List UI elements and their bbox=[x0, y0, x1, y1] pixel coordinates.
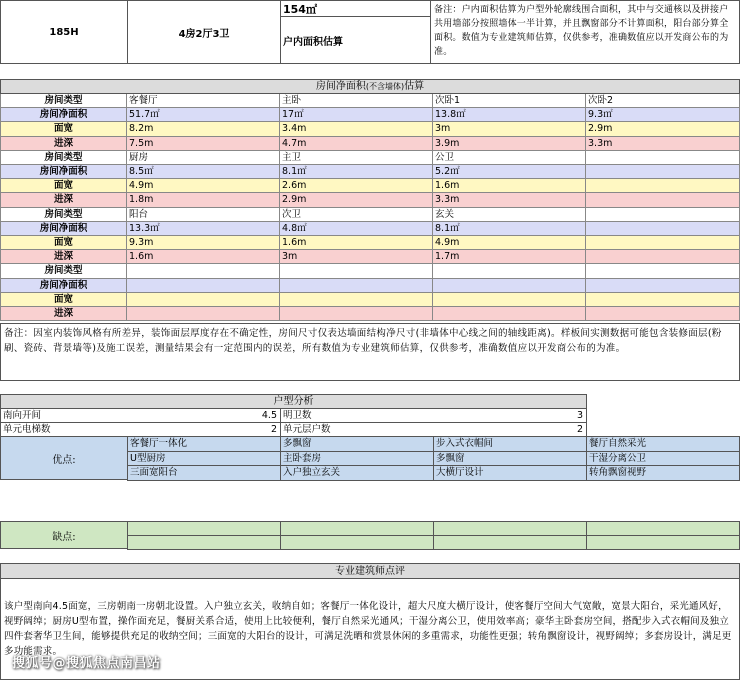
cons-item bbox=[280, 521, 434, 536]
room-table-row bbox=[0, 264, 740, 278]
cons-item bbox=[433, 535, 587, 550]
room-cell bbox=[127, 264, 280, 278]
analysis-cell bbox=[0, 408, 281, 423]
room-table-row bbox=[0, 208, 740, 222]
room-table-row bbox=[0, 279, 740, 293]
room-cell bbox=[280, 293, 433, 307]
room-cell: 客餐厅 bbox=[127, 94, 280, 108]
room-cell bbox=[280, 279, 433, 293]
room-cell bbox=[280, 307, 433, 321]
room-row-label: 房间类型 bbox=[0, 151, 127, 165]
room-cell bbox=[586, 250, 740, 264]
pros-item: 步入式衣帽间 bbox=[433, 436, 587, 452]
room-row-label: 房间净面积 bbox=[0, 108, 127, 122]
room-table-row bbox=[0, 165, 740, 179]
cons-item bbox=[127, 535, 281, 550]
room-row-label: 房间净面积 bbox=[0, 165, 127, 179]
pros-item: 入户独立玄关 bbox=[280, 465, 434, 481]
room-cell: 8.1㎡ bbox=[280, 165, 433, 179]
room-cell: 次卧1 bbox=[433, 94, 586, 108]
room-cell: 1.6m bbox=[127, 250, 280, 264]
analysis-label: 单元电梯数 bbox=[3, 424, 51, 435]
analysis-value: 4.5 bbox=[261, 410, 277, 421]
room-cell bbox=[433, 307, 586, 321]
room-cell: 7.5m bbox=[127, 137, 280, 151]
room-cell: 8.1㎡ bbox=[433, 222, 586, 236]
room-row-label: 房间类型 bbox=[0, 264, 127, 278]
room-cell bbox=[433, 279, 586, 293]
analysis-label: 明卫数 bbox=[283, 410, 312, 421]
room-table-row bbox=[0, 179, 740, 193]
room-cell: 2.6m bbox=[280, 179, 433, 193]
room-row-label: 房间类型 bbox=[0, 94, 127, 108]
cons-item bbox=[586, 535, 740, 550]
analysis-cell bbox=[0, 422, 281, 437]
room-row-label: 房间净面积 bbox=[0, 222, 127, 236]
room-table-row bbox=[0, 236, 740, 250]
pros-item: 三面宽阳台 bbox=[127, 465, 281, 481]
room-table-title bbox=[0, 79, 740, 94]
room-cell: 4.9m bbox=[433, 236, 586, 250]
room-cell: 公卫 bbox=[433, 151, 586, 165]
analysis-title: 户型分析 bbox=[0, 394, 587, 409]
room-cell: 3m bbox=[280, 250, 433, 264]
evaluation-title: 专业建筑师点评 bbox=[0, 563, 740, 579]
room-cell: 1.6m bbox=[433, 179, 586, 193]
room-cell: 1.7m bbox=[433, 250, 586, 264]
pros-item: 大横厅设计 bbox=[433, 465, 587, 481]
room-cell bbox=[586, 165, 740, 179]
room-cell: 1.8m bbox=[127, 193, 280, 207]
room-cell bbox=[586, 208, 740, 222]
room-cell: 阳台 bbox=[127, 208, 280, 222]
pros-label: 优点: bbox=[0, 436, 128, 480]
room-cell: 4.7m bbox=[280, 137, 433, 151]
room-table-title-small: (不含墙体) bbox=[365, 82, 405, 91]
room-cell: 4.9m bbox=[127, 179, 280, 193]
watermark: 搜狐号@搜狐焦点南昌站 bbox=[12, 656, 161, 671]
room-cell: 3m bbox=[433, 122, 586, 136]
area-note: 备注：户内面积估算为户型外轮廓线围合面积，其中与交通核以及拼接户共用墙部分按照墙体一半计算，并且飘窗部分不计算面积，阳台部分算全面积。数值为专业建筑师估算，仅供参考，准确数值应以开发商公布的为准。 bbox=[430, 0, 740, 64]
room-cell bbox=[127, 307, 280, 321]
room-cell: 17㎡ bbox=[280, 108, 433, 122]
room-table-row bbox=[0, 137, 740, 151]
analysis-cell bbox=[280, 422, 587, 437]
cons-item bbox=[127, 521, 281, 536]
room-cell: 3.4m bbox=[280, 122, 433, 136]
room-cell bbox=[433, 264, 586, 278]
room-table-title-main: 房间净面积 bbox=[315, 81, 366, 92]
room-cell bbox=[586, 307, 740, 321]
room-row-label: 面宽 bbox=[0, 179, 127, 193]
pros-item: 多飘窗 bbox=[280, 436, 434, 452]
room-row-label: 进深 bbox=[0, 137, 127, 151]
room-remark: 备注：因室内装饰风格有所差异，装饰面层厚度存在不确定性，房间尺寸仅表达墙面结构净尺寸(非墙体中心线之间的轴线距离)。样板间实测数据可能包含装修面层(粉刷、瓷砖、背景墙等)及施工误差，测量结果会有一定范围内的误差，所有数值为专业建筑师估算，仅供参考，准确数值应以开发商公布的为准。 bbox=[0, 323, 740, 381]
room-cell bbox=[586, 222, 740, 236]
room-row-label: 面宽 bbox=[0, 122, 127, 136]
room-cell: 次卧2 bbox=[586, 94, 740, 108]
room-row-label: 房间类型 bbox=[0, 208, 127, 222]
room-table-row bbox=[0, 222, 740, 236]
room-row-label: 进深 bbox=[0, 307, 127, 321]
pros-item: 客餐厅一体化 bbox=[127, 436, 281, 452]
room-cell: 51.7㎡ bbox=[127, 108, 280, 122]
unit-layout: 4房2厅3卫 bbox=[127, 0, 281, 64]
cons-item bbox=[586, 521, 740, 536]
cons-label: 缺点: bbox=[0, 521, 128, 549]
room-cell: 5.2㎡ bbox=[433, 165, 586, 179]
pros-item: 餐厅自然采光 bbox=[586, 436, 740, 452]
room-cell: 3.3m bbox=[586, 137, 740, 151]
room-cell: 厨房 bbox=[127, 151, 280, 165]
pros-item: 主卧套房 bbox=[280, 451, 434, 467]
room-row-label: 进深 bbox=[0, 250, 127, 264]
room-cell bbox=[586, 193, 740, 207]
room-cell: 9.3㎡ bbox=[586, 108, 740, 122]
unit-code: 185H bbox=[0, 0, 128, 64]
room-cell: 3.9m bbox=[433, 137, 586, 151]
room-cell bbox=[586, 293, 740, 307]
room-cell: 8.2m bbox=[127, 122, 280, 136]
room-cell bbox=[127, 279, 280, 293]
pros-item: 多飘窗 bbox=[433, 451, 587, 467]
room-table-row bbox=[0, 122, 740, 136]
analysis-label: 单元层户数 bbox=[283, 424, 331, 435]
analysis-value: 2 bbox=[576, 424, 583, 435]
room-cell bbox=[586, 151, 740, 165]
room-cell: 玄关 bbox=[433, 208, 586, 222]
room-table-row bbox=[0, 307, 740, 321]
room-cell bbox=[586, 179, 740, 193]
room-table-row bbox=[0, 293, 740, 307]
room-row-label: 房间净面积 bbox=[0, 279, 127, 293]
cons-item bbox=[433, 521, 587, 536]
room-row-label: 面宽 bbox=[0, 236, 127, 250]
unit-area-label: 户内面积估算 bbox=[280, 16, 431, 64]
analysis-label: 南向开间 bbox=[3, 410, 42, 421]
analysis-cell bbox=[280, 408, 587, 423]
room-cell: 9.3m bbox=[127, 236, 280, 250]
room-cell: 13.8㎡ bbox=[433, 108, 586, 122]
room-row-label: 进深 bbox=[0, 193, 127, 207]
room-cell bbox=[280, 264, 433, 278]
room-cell: 3.3m bbox=[433, 193, 586, 207]
room-table-row bbox=[0, 94, 740, 108]
room-table-title-suffix: 估算 bbox=[404, 81, 425, 92]
analysis-value: 3 bbox=[576, 410, 583, 421]
room-cell: 1.6m bbox=[280, 236, 433, 250]
room-table-row bbox=[0, 193, 740, 207]
room-cell bbox=[586, 279, 740, 293]
pros-item: 干湿分离公卫 bbox=[586, 451, 740, 467]
room-cell: 2.9m bbox=[280, 193, 433, 207]
analysis-value: 2 bbox=[270, 424, 277, 435]
room-cell: 2.9m bbox=[586, 122, 740, 136]
room-row-label: 面宽 bbox=[0, 293, 127, 307]
room-cell: 主卫 bbox=[280, 151, 433, 165]
room-cell: 4.8㎡ bbox=[280, 222, 433, 236]
room-cell: 次卫 bbox=[280, 208, 433, 222]
room-cell bbox=[433, 293, 586, 307]
cons-item bbox=[280, 535, 434, 550]
pros-item: U型厨房 bbox=[127, 451, 281, 467]
unit-area: 154㎡ bbox=[280, 0, 431, 17]
room-cell bbox=[586, 236, 740, 250]
room-table-row bbox=[0, 250, 740, 264]
room-cell: 主卧 bbox=[280, 94, 433, 108]
room-cell: 13.3㎡ bbox=[127, 222, 280, 236]
room-cell bbox=[127, 293, 280, 307]
room-cell bbox=[586, 264, 740, 278]
room-table-row bbox=[0, 151, 740, 165]
room-table-row bbox=[0, 108, 740, 122]
room-cell: 8.5㎡ bbox=[127, 165, 280, 179]
evaluation-body: 该户型南向4.5面宽，三房朝南一房朝北设置。入户独立玄关，收纳自如；客餐厅一体化设计，超大尺度大横厅设计，使客餐厅空间大气宽敞，宽景大阳台，采光通风好，视野阔绰；厨房U型布置，操作面充足，餐厨关系合适，使用上比较便利，餐厅自然采光通风；干湿分离公卫，使用效率高；豪华主卧套房空间，搭配步入式衣帽间及独立四件套奢华卫生间，能够提供充足的收纳空间；三面宽的大阳台的设计，可满足洗晒和赏景休闲的多重需求，功能性更强；转角飘窗设计，视野阔绰；多套房设计，满足更多功能需求。 bbox=[0, 578, 740, 680]
pros-item: 转角飘窗视野 bbox=[586, 465, 740, 481]
